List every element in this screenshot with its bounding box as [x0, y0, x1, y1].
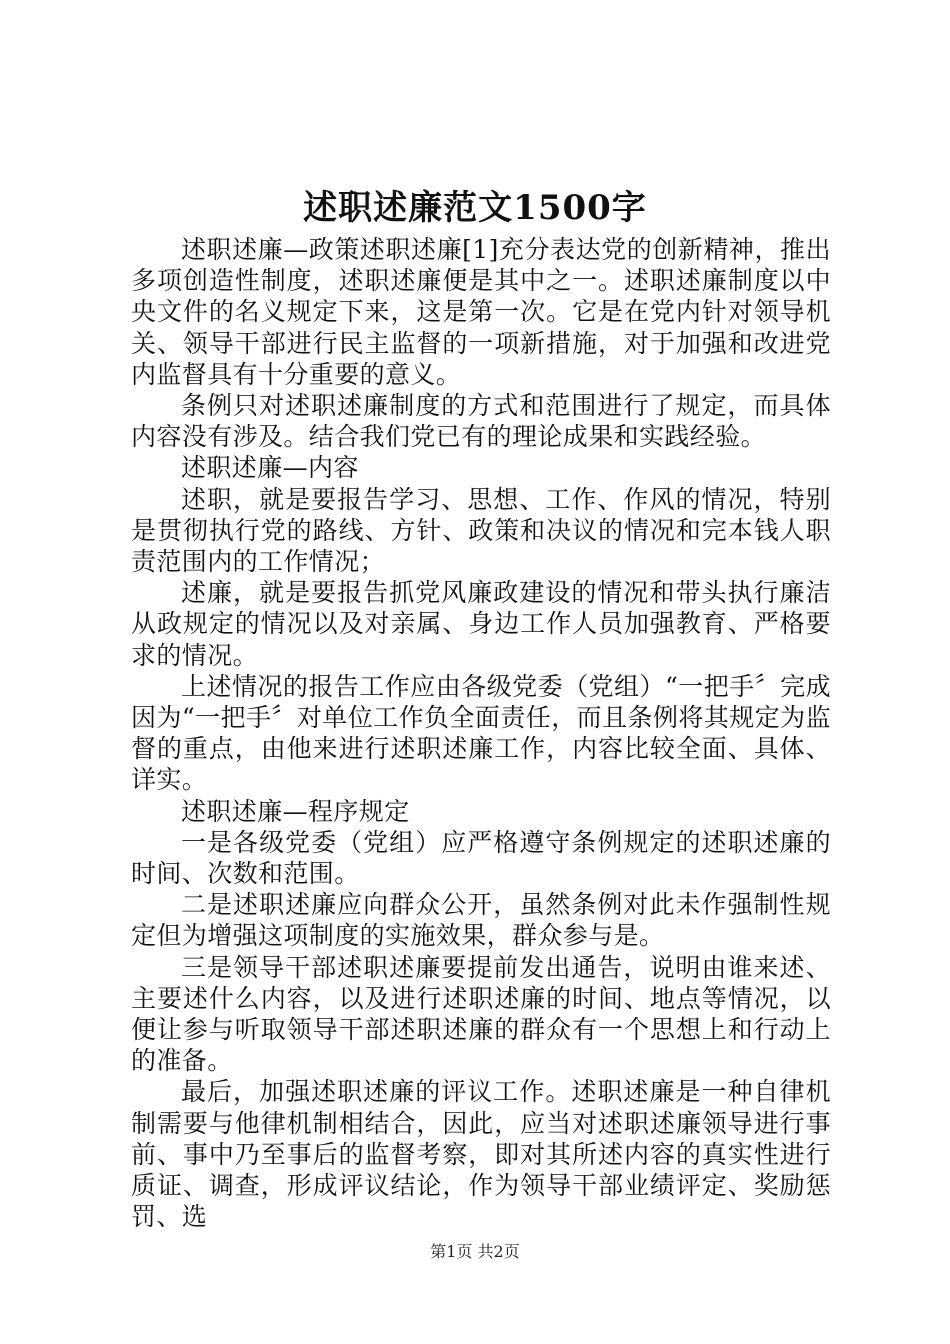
paragraph: 三是领导干部述职述廉要提前发出通告，说明由谁来述、主要述什么内容，以及进行述职述廉的时间、地点等情况，以便让参与听取领导干部述职述廉的群众有一个思想上和行动上的准备。 [131, 952, 831, 1076]
paragraph: 二是述职述廉应向群众公开，虽然条例对此未作强制性规定但为增强这项制度的实施效果，群众参与是。 [131, 890, 831, 951]
paragraph: 条例只对述职述廉制度的方式和范围进行了规定，而具体内容没有涉及。结合我们党已有的理论成果和实践经验。 [131, 391, 831, 452]
paragraph: 一是各级党委（党组）应严格遵守条例规定的述职述廉的时间、次数和范围。 [131, 827, 831, 889]
section-heading: 述职述廉—内容 [181, 453, 359, 483]
paragraph: 上述情况的报告工作应由各级党委（党组）“一把手〞完成因为“一把手〞对单位工作负全面责任，而且条例将其规定为监督的重点，由他来进行述职述廉工作，内容比较全面、具体、详实。 [131, 671, 831, 795]
document-body [131, 234, 831, 1233]
paragraph: 述廉，就是要报告抓党风廉政建设的情况和带头执行廉洁从政规定的情况以及对亲属、身边工作人员加强教育、严格要求的情况。 [131, 578, 831, 670]
paragraph: 最后，加强述职述廉的评议工作。述职述廉是一种自律机制需要与他律机制相结合，因此，应当对述职述廉领导进行事前、事中乃至事后的监督考察，即对其所述内容的真实性进行质证、调查，形成评议结论，作为领导干部业绩评定、奖励惩罚、选 [131, 1077, 831, 1232]
document-title: 述职述廉范文1500字 [303, 188, 647, 228]
section-heading: 述职述廉—程序规定 [181, 796, 410, 826]
paragraph: 述职述廉—政策述职述廉[1]充分表达党的创新精神，推出多项创造性制度，述职述廉便是其中之一。述职述廉制度以中央文件的名义规定下来，这是第一次。它是在党内针对领导机关、领导干部进行民主监督的一项新措施，对于加强和改进党内监督具有十分重要的意义。 [131, 235, 831, 389]
page-footer: 第1页 共2页 [430, 1242, 520, 1261]
paragraph: 述职，就是要报告学习、思想、工作、作风的情况，特别是贯彻执行党的路线、方针、政策和决议的情况和完本钱人职责范围内的工作情况； [131, 484, 831, 577]
